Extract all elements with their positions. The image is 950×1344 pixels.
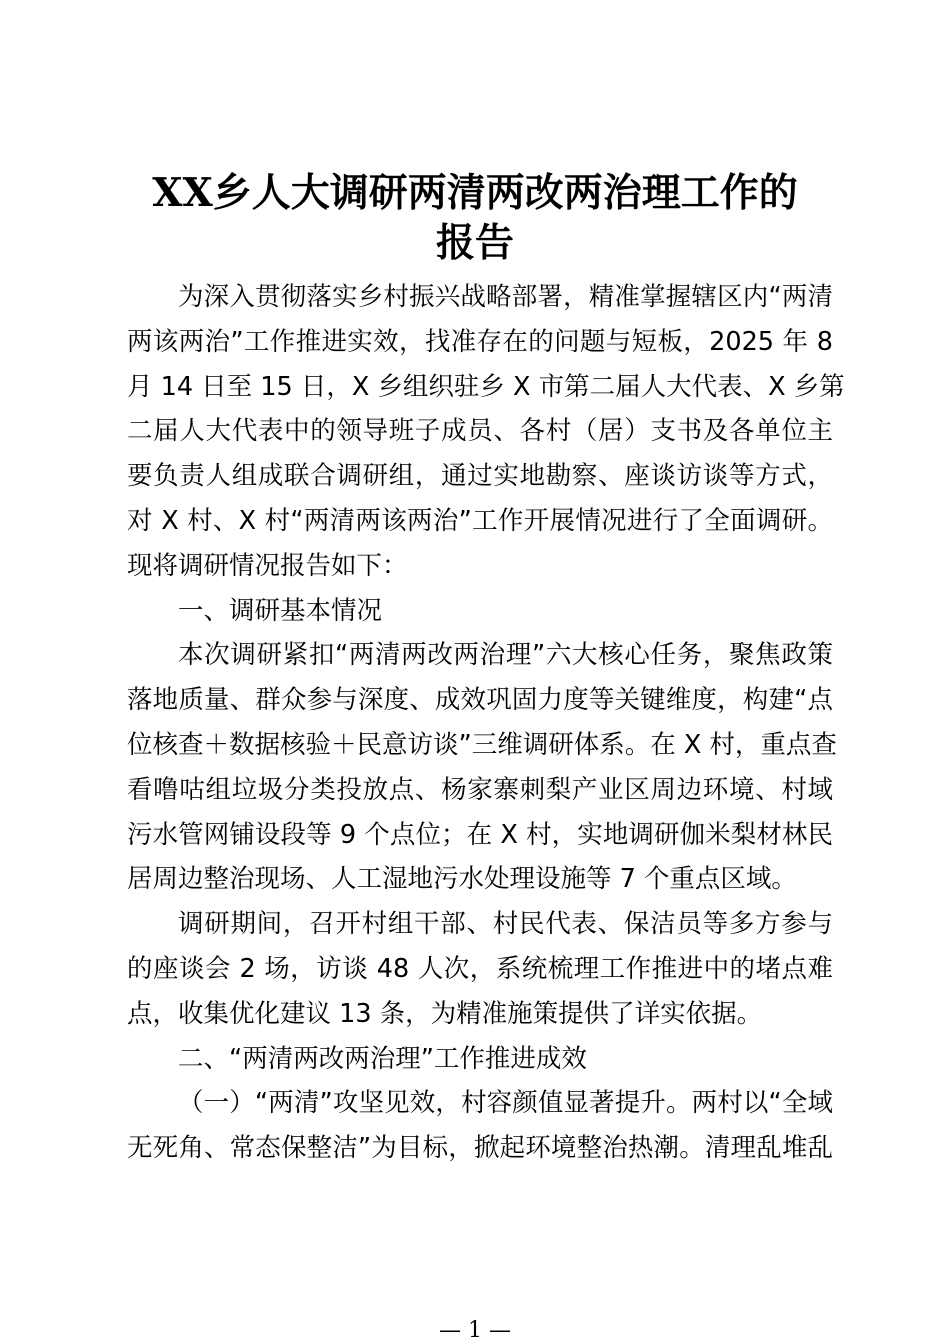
text-line: 两该两治”工作推进实效，找准存在的问题与短板，2025 年 8 [127, 326, 833, 357]
text-line: 为深入贯彻落实乡村振兴战略部署，精准掌握辖区内“两清 [178, 282, 833, 312]
text-line: 对 X 村、X 村“两清两该两治”工作开展情况进行了全面调研。 [127, 505, 833, 536]
text-line: 本次调研紧扣“两清两改两治理”六大核心任务，聚焦政策 [178, 640, 833, 671]
text-line: 位核查＋数据核验＋民意访谈”三维调研体系。在 X 村，重点查 [127, 729, 837, 760]
text-line: 要负责人组成联合调研组，通过实地勘察、座谈访谈等方式， [127, 461, 833, 492]
text-line: 二届人大代表中的领导班子成员、各村（居）支书及各单位主 [127, 416, 833, 447]
text-line: 二、“两清两改两治理”工作推进成效 [178, 1043, 587, 1074]
page-number: — 1 — [439, 1318, 511, 1343]
text-line: （一）“两清”攻坚见效，村容颜值显著提升。两村以“全域 [178, 1088, 833, 1119]
text-line: 的座谈会 2 场，访谈 48 人次，系统梳理工作推进中的堵点难 [127, 953, 833, 984]
text-line: 现将调研情况报告如下： [127, 550, 408, 581]
document-title-line-2: 报告 [435, 220, 514, 266]
text-line: 一、调研基本情况 [178, 595, 383, 626]
text-line: 落地质量、群众参与深度、成效巩固力度等关键维度，构建“点 [127, 685, 833, 716]
text-line: 点，收集优化建议 13 条，为精准施策提供了详实依据。 [127, 998, 763, 1029]
text-line: 居周边整治现场、人工湿地污水处理设施等 7 个重点区域。 [127, 864, 797, 895]
text-line: 月 14 日至 15 日，X 乡组织驻乡 X 市第二届人大代表、X 乡第 [127, 371, 845, 402]
document-body [127, 275, 845, 1171]
text-line: 无死角、常态保整洁”为目标，掀起环境整治热潮。清理乱堆乱 [127, 1133, 833, 1164]
text-line: 污水管网铺设段等 9 个点位；在 X 村，实地调研伽米梨材林民 [127, 819, 833, 850]
text-line: 调研期间，召开村组干部、村民代表、保洁员等多方参与 [178, 909, 833, 940]
document-title-line-1: XX乡人大调研两清两改两治理工作的 [152, 170, 798, 216]
text-line: 看噜咕组垃圾分类投放点、杨家寨刺梨产业区周边环境、村域 [127, 774, 833, 805]
